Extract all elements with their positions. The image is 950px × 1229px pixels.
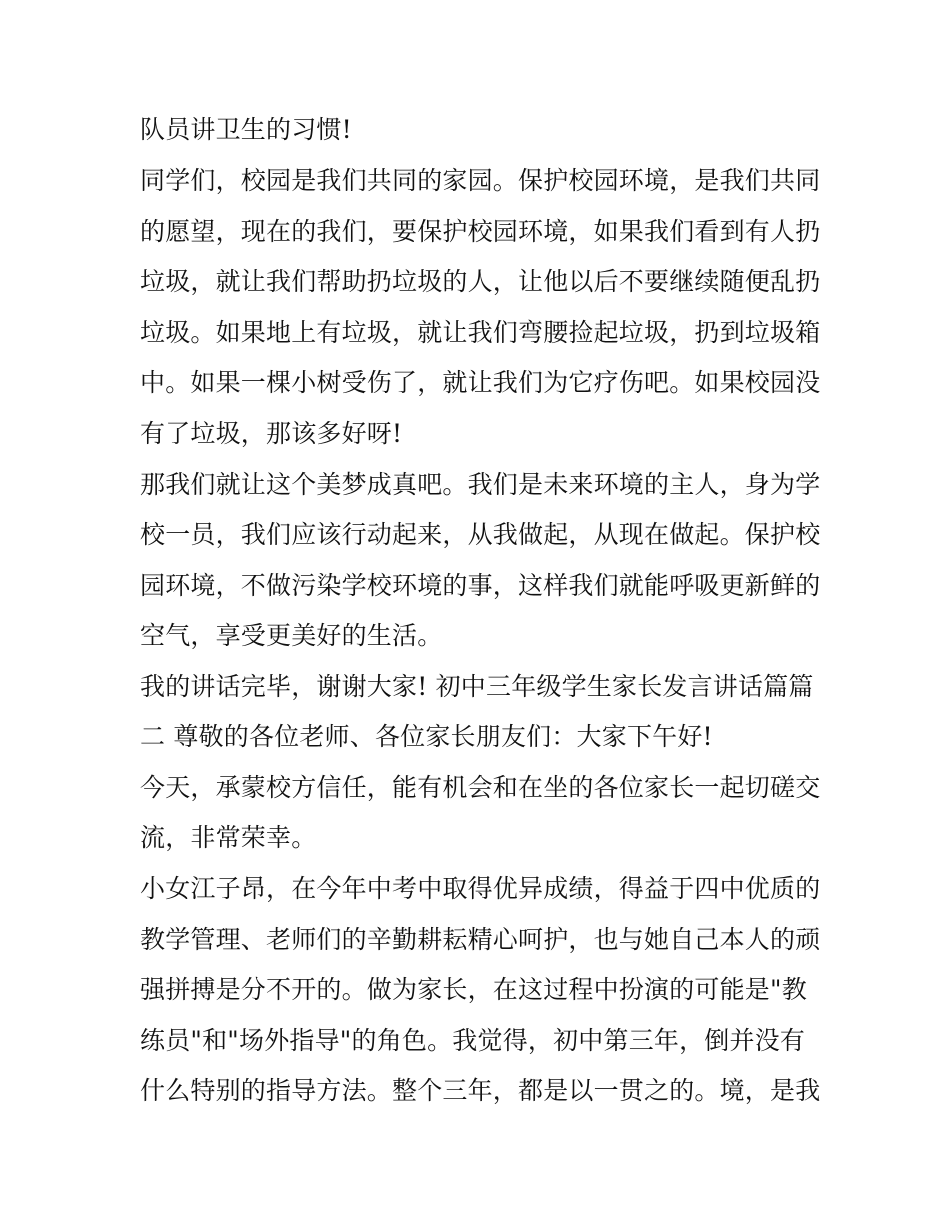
text-line: 二 尊敬的各位老师、各位家长朋友们：大家下午好!: [140, 722, 713, 751]
text-line: 今天，承蒙校方信任，能有机会和在坐的各位家长一起切磋交: [140, 773, 821, 802]
text-line: 有了垃圾，那该多好呀!: [140, 419, 403, 448]
text-line: 强拼搏是分不开的。做为家长，在这过程中扮演的可能是"教: [140, 975, 807, 1004]
text-line: 练员"和"场外指导"的角色。我觉得，初中第三年，倒并没有: [140, 1026, 806, 1055]
text-line: 同学们，校园是我们共同的家园。保护校园环境，是我们共同: [140, 166, 821, 195]
text-line: 队员讲卫生的习惯!: [140, 115, 352, 144]
text-line: 小女江子昂，在今年中考中取得优异成绩，得益于四中优质的: [140, 874, 821, 903]
text-line: 教学管理、老师们的辛勤耕耘精心呵护，也与她自己本人的顽: [140, 925, 821, 954]
text-line: 垃圾。如果地上有垃圾，就让我们弯腰捡起垃圾，扔到垃圾箱: [140, 318, 821, 347]
text-line: 那我们就让这个美梦成真吧。我们是未来环境的主人，身为学: [140, 470, 821, 499]
text-line: 的愿望，现在的我们，要保护校园环境，如果我们看到有人扔: [140, 217, 821, 246]
text-line: 什么特别的指导方法。整个三年，都是以一贯之的。境，是我: [140, 1076, 821, 1105]
text-line: 校一员，我们应该行动起来，从我做起，从现在做起。保护校: [140, 520, 821, 549]
text-line: 中。如果一棵小树受伤了，就让我们为它疗伤吧。如果校园没: [140, 368, 821, 397]
text-line: 园环境，不做污染学校环境的事，这样我们就能呼吸更新鲜的: [140, 571, 821, 600]
text-line: 我的讲话完毕，谢谢大家! 初中三年级学生家长发言讲话篇篇: [140, 672, 814, 701]
text-line: 流，非常荣幸。: [140, 823, 317, 852]
text-line: 垃圾，就让我们帮助扔垃圾的人，让他以后不要继续随便乱扔: [140, 267, 821, 296]
text-line: 空气，享受更美好的生活。: [140, 621, 443, 650]
